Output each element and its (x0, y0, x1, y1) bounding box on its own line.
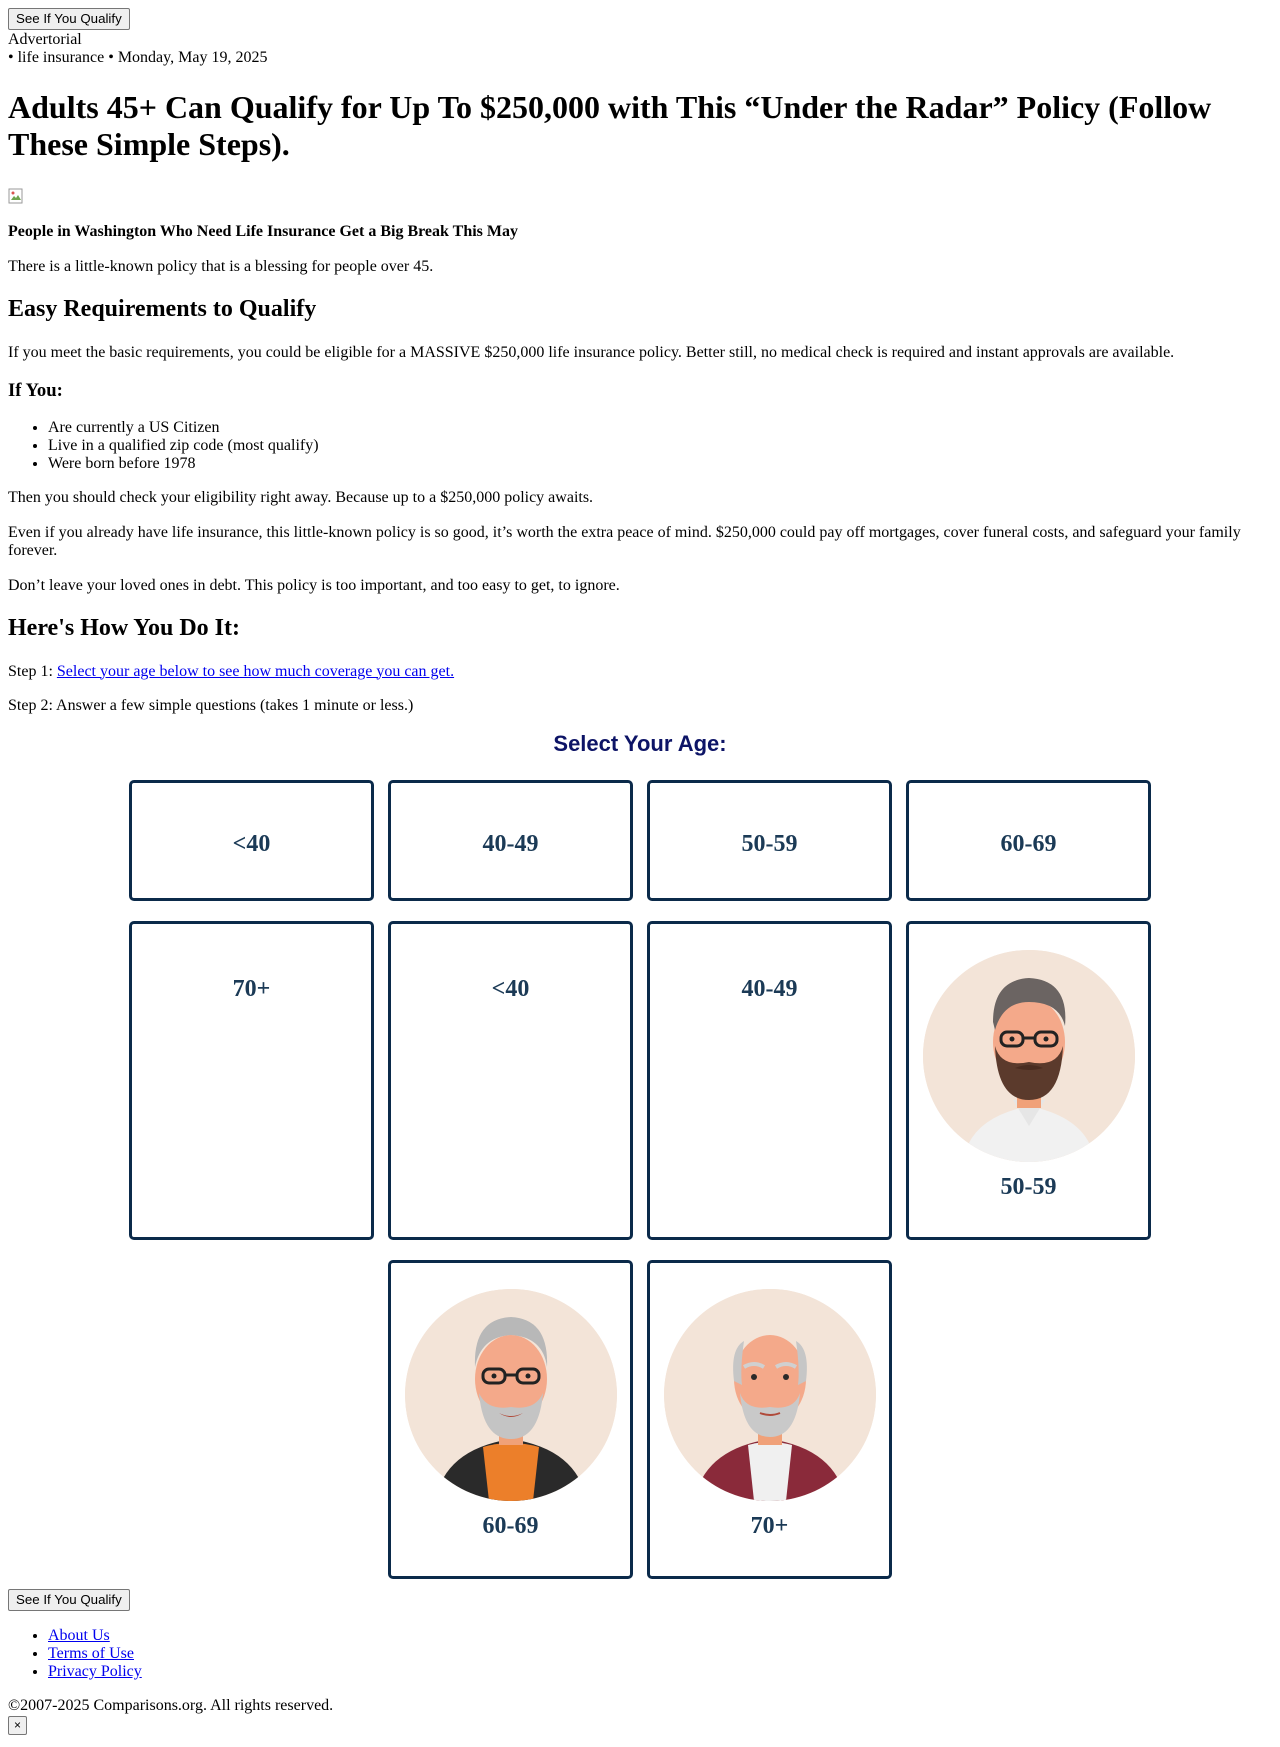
age-card[interactable] (906, 921, 1151, 1240)
step-1-prefix: Step 1: (8, 662, 57, 680)
advertorial-label: Advertorial (8, 31, 82, 48)
copyright: ©2007-2025 Comparisons.org. All rights reserved. (8, 1696, 334, 1714)
see-if-you-qualify-button-bottom[interactable]: See If You Qualify (8, 1589, 130, 1611)
lead-text: People in Washington Who Need Life Insurance Get a Big Break This May (8, 223, 518, 241)
age-card-label: 70+ (232, 975, 271, 1002)
footer-links (8, 1627, 1272, 1681)
age-card-label: 50-59 (741, 831, 798, 858)
how-heading: Here's How You Do It: (8, 615, 240, 641)
age-card-label: 40-49 (482, 831, 539, 858)
age-card[interactable] (906, 780, 1151, 901)
age-card[interactable] (388, 921, 633, 1240)
age-card-label: 70+ (750, 1512, 789, 1539)
footer-link-item (48, 1645, 1272, 1663)
broken-image-icon (8, 188, 24, 204)
requirements-list (8, 419, 1272, 473)
step-1 (8, 663, 1272, 681)
age-card[interactable] (647, 780, 892, 901)
article-meta: • life insurance • Monday, May 19, 2025 (8, 49, 268, 67)
close-button[interactable]: × (8, 1716, 27, 1735)
select-age-link[interactable]: Select your age below to see how much coverage you can get. (56, 662, 455, 680)
age-card[interactable] (647, 1260, 892, 1579)
age-card[interactable] (129, 780, 374, 901)
older-man-avatar-icon (664, 1289, 876, 1501)
age-card-label: 50-59 (1000, 1173, 1057, 1200)
age-card-label: 40-49 (741, 975, 798, 1002)
age-card[interactable] (388, 1260, 633, 1579)
footer-link-item (48, 1627, 1272, 1645)
debt-text: Don’t leave your loved ones in debt. This policy is too important, and too easy to get, to ignore. (8, 576, 620, 594)
step-2: Step 2: Answer a few simple questions (takes 1 minute or less.) (8, 696, 414, 714)
list-item: • Were born before 1978 (48, 455, 1272, 473)
requirements-heading: Easy Requirements to Qualify (8, 295, 317, 322)
bottom-cta (8, 1589, 1272, 1611)
terms-of-use-link[interactable]: Terms of Use (48, 1644, 134, 1662)
select-age-title: Select Your Age: (553, 731, 727, 757)
list-item: • Live in a qualified zip code (most qualify) (48, 437, 1272, 455)
age-card-label: 60-69 (482, 1512, 539, 1539)
footer-link-item (48, 1663, 1272, 1681)
about-us-link[interactable]: About Us (48, 1626, 110, 1644)
age-card-label: <40 (491, 975, 530, 1002)
man-gray-beard-avatar-icon (405, 1289, 617, 1501)
age-card[interactable] (647, 921, 892, 1240)
list-item: • Are currently a US Citizen (48, 419, 1272, 437)
requirements-text: If you meet the basic requirements, you could be eligible for a MASSIVE $250,000 life insurance policy. Better still, no medical check is required and instant approvals are available. (8, 343, 1175, 361)
headline: Adults 45+ Can Qualify for Up To $250,000 with This “Under the Radar” Policy (Follow These Simple Steps). (8, 88, 1212, 162)
age-card[interactable] (129, 921, 374, 1240)
man-brown-beard-avatar-icon (923, 950, 1135, 1162)
peace-of-mind-text: Even if you already have life insurance, this little-known policy is so good, it’s worth the extra peace of mind. $250,000 could pay off mortgages, cover funeral costs, and safeguard your family forever. (8, 523, 1241, 560)
age-card-label: <40 (232, 831, 271, 858)
age-card-label: 60-69 (1000, 831, 1057, 858)
age-card[interactable] (388, 780, 633, 901)
see-if-you-qualify-button-top[interactable]: See If You Qualify (8, 8, 130, 30)
intro-text: There is a little-known policy that is a blessing for people over 45. (8, 257, 434, 275)
privacy-policy-link[interactable]: Privacy Policy (48, 1662, 142, 1680)
check-eligibility-text: Then you should check your eligibility right away. Because up to a $250,000 policy awaits. (8, 489, 594, 507)
if-you-heading: If You: (8, 379, 63, 401)
age-grid (125, 780, 1155, 1579)
